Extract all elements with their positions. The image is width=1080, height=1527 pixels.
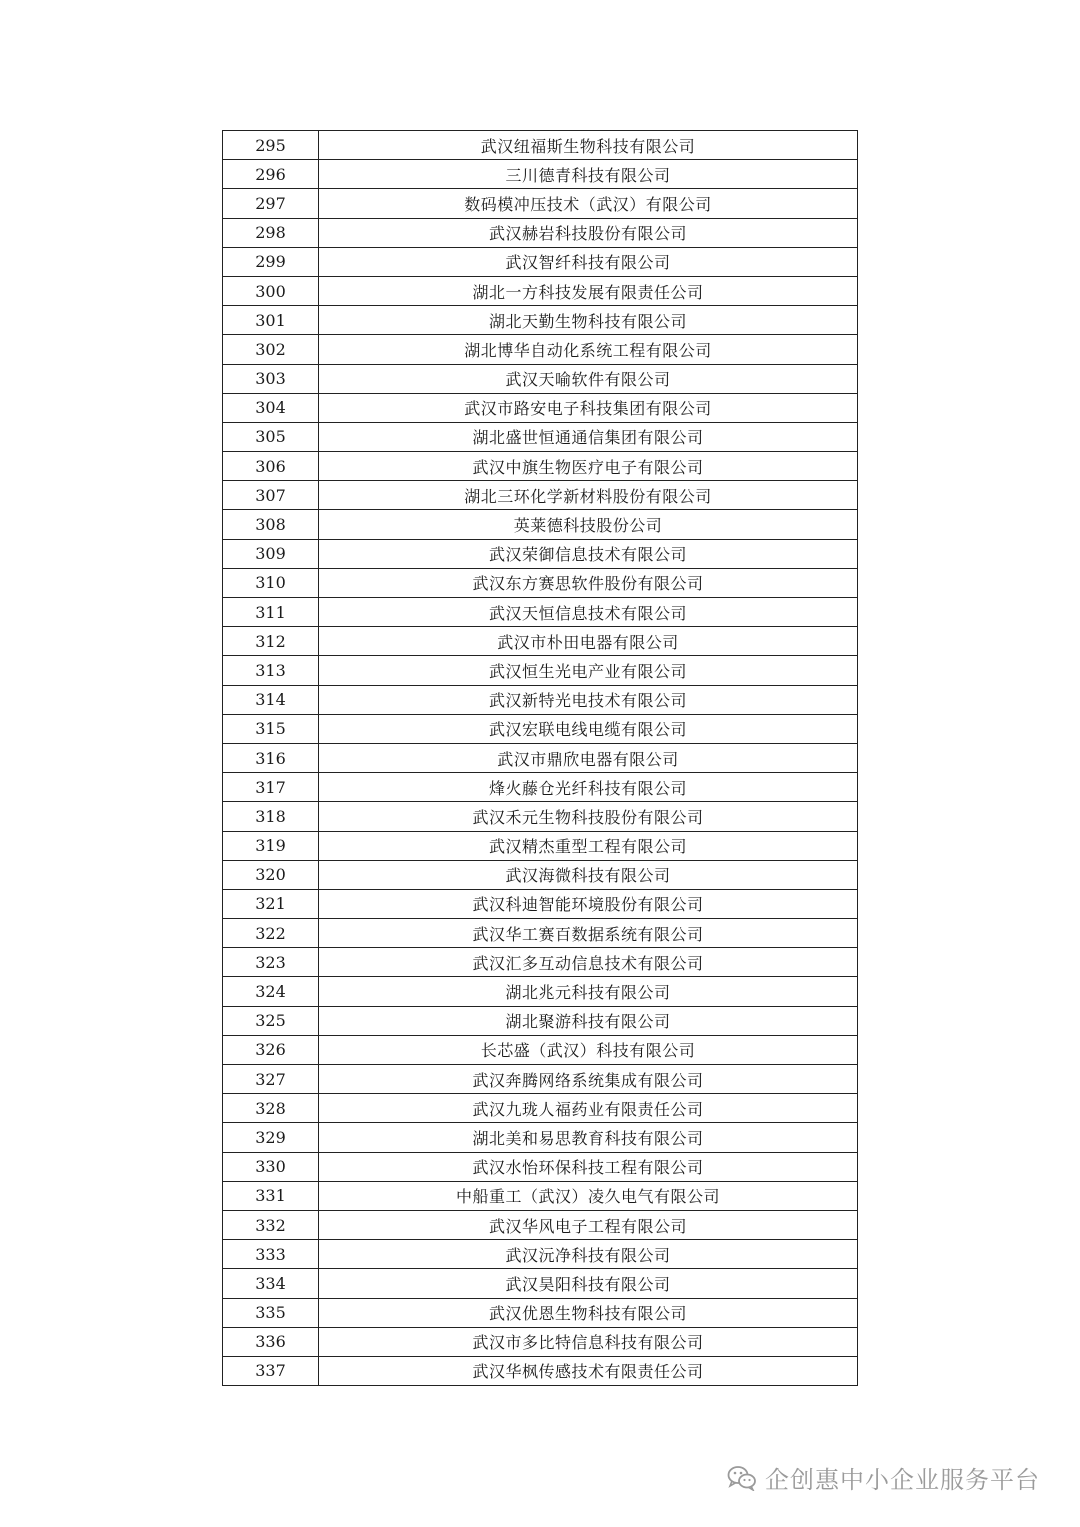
company-name: 武汉水怡环保科技工程有限公司 [319, 1152, 858, 1181]
row-number: 331 [223, 1181, 319, 1210]
row-number: 324 [223, 977, 319, 1006]
company-name: 武汉新特光电技术有限公司 [319, 685, 858, 714]
company-list [222, 130, 858, 1386]
company-name: 武汉智纤科技有限公司 [319, 247, 858, 276]
table-row [223, 1181, 858, 1210]
company-name: 烽火藤仓光纤科技有限公司 [319, 773, 858, 802]
table-row [223, 510, 858, 539]
row-number: 304 [223, 393, 319, 422]
row-number: 337 [223, 1356, 319, 1385]
row-number: 333 [223, 1240, 319, 1269]
table-row [223, 977, 858, 1006]
company-name: 湖北盛世恒通通信集团有限公司 [319, 422, 858, 451]
row-number: 312 [223, 627, 319, 656]
watermark-text: 企创惠中小企业服务平台 [765, 1466, 1040, 1494]
row-number: 298 [223, 218, 319, 247]
company-name: 武汉海微科技有限公司 [319, 860, 858, 889]
table-row [223, 481, 858, 510]
row-number: 295 [223, 131, 319, 160]
watermark [727, 1460, 1040, 1495]
wechat-icon [727, 1465, 757, 1491]
row-number: 316 [223, 743, 319, 772]
table-row [223, 1240, 858, 1269]
table-row [223, 714, 858, 743]
table-row [223, 1094, 858, 1123]
row-number: 328 [223, 1094, 319, 1123]
row-number: 315 [223, 714, 319, 743]
table-body [223, 131, 858, 1386]
company-name: 武汉华风电子工程有限公司 [319, 1210, 858, 1239]
company-name: 武汉东方赛思软件股份有限公司 [319, 568, 858, 597]
table-row [223, 422, 858, 451]
table-row [223, 773, 858, 802]
company-name: 武汉天喻软件有限公司 [319, 364, 858, 393]
company-name: 湖北美和易思教育科技有限公司 [319, 1123, 858, 1152]
company-name: 武汉昊阳科技有限公司 [319, 1269, 858, 1298]
company-name: 武汉九珑人福药业有限责任公司 [319, 1094, 858, 1123]
row-number: 330 [223, 1152, 319, 1181]
table-row [223, 656, 858, 685]
company-name: 武汉优恩生物科技有限公司 [319, 1298, 858, 1327]
table-row [223, 1035, 858, 1064]
table-row [223, 860, 858, 889]
table-row [223, 1327, 858, 1356]
row-number: 336 [223, 1327, 319, 1356]
company-name: 数码模冲压技术（武汉）有限公司 [319, 189, 858, 218]
table-row [223, 276, 858, 305]
table-row [223, 831, 858, 860]
row-number: 307 [223, 481, 319, 510]
company-name: 武汉中旗生物医疗电子有限公司 [319, 452, 858, 481]
table-row [223, 685, 858, 714]
row-number: 327 [223, 1065, 319, 1094]
row-number: 334 [223, 1269, 319, 1298]
row-number: 296 [223, 160, 319, 189]
row-number: 297 [223, 189, 319, 218]
company-name: 武汉精杰重型工程有限公司 [319, 831, 858, 860]
table-row [223, 1269, 858, 1298]
row-number: 335 [223, 1298, 319, 1327]
row-number: 299 [223, 247, 319, 276]
row-number: 332 [223, 1210, 319, 1239]
company-name: 武汉奔腾网络系统集成有限公司 [319, 1065, 858, 1094]
row-number: 313 [223, 656, 319, 685]
row-number: 301 [223, 306, 319, 335]
company-name: 三川德青科技有限公司 [319, 160, 858, 189]
company-name: 武汉禾元生物科技股份有限公司 [319, 802, 858, 831]
row-number: 305 [223, 422, 319, 451]
table-row [223, 452, 858, 481]
company-table [222, 130, 858, 1386]
row-number: 318 [223, 802, 319, 831]
company-name: 湖北三环化学新材料股份有限公司 [319, 481, 858, 510]
table-row [223, 743, 858, 772]
row-number: 323 [223, 948, 319, 977]
table-row [223, 393, 858, 422]
company-name: 湖北一方科技发展有限责任公司 [319, 276, 858, 305]
table-row [223, 948, 858, 977]
row-number: 310 [223, 568, 319, 597]
row-number: 306 [223, 452, 319, 481]
table-row [223, 919, 858, 948]
table-row [223, 1298, 858, 1327]
company-name: 武汉荣御信息技术有限公司 [319, 539, 858, 568]
row-number: 300 [223, 276, 319, 305]
row-number: 302 [223, 335, 319, 364]
table-row [223, 335, 858, 364]
company-name: 武汉沅净科技有限公司 [319, 1240, 858, 1269]
row-number: 311 [223, 598, 319, 627]
company-name: 武汉市路安电子科技集团有限公司 [319, 393, 858, 422]
table-row [223, 131, 858, 160]
company-name: 湖北博华自动化系统工程有限公司 [319, 335, 858, 364]
company-name: 武汉华枫传感技术有限责任公司 [319, 1356, 858, 1385]
company-name: 武汉恒生光电产业有限公司 [319, 656, 858, 685]
table-row [223, 627, 858, 656]
row-number: 303 [223, 364, 319, 393]
table-row [223, 539, 858, 568]
table-row [223, 306, 858, 335]
row-number: 317 [223, 773, 319, 802]
company-name: 中船重工（武汉）凌久电气有限公司 [319, 1181, 858, 1210]
table-row [223, 889, 858, 918]
table-row [223, 1065, 858, 1094]
table-row [223, 1006, 858, 1035]
table-row [223, 1210, 858, 1239]
company-name: 长芯盛（武汉）科技有限公司 [319, 1035, 858, 1064]
row-number: 314 [223, 685, 319, 714]
row-number: 320 [223, 860, 319, 889]
table-row [223, 568, 858, 597]
row-number: 321 [223, 889, 319, 918]
company-name: 武汉科迪智能环境股份有限公司 [319, 889, 858, 918]
table-row [223, 364, 858, 393]
table-row [223, 1152, 858, 1181]
company-name: 武汉华工赛百数据系统有限公司 [319, 919, 858, 948]
company-name: 湖北聚游科技有限公司 [319, 1006, 858, 1035]
table-row [223, 1356, 858, 1385]
row-number: 319 [223, 831, 319, 860]
table-row [223, 802, 858, 831]
row-number: 309 [223, 539, 319, 568]
company-name: 武汉市朴田电器有限公司 [319, 627, 858, 656]
row-number: 322 [223, 919, 319, 948]
company-name: 湖北天勤生物科技有限公司 [319, 306, 858, 335]
table-row [223, 189, 858, 218]
company-name: 武汉宏联电线电缆有限公司 [319, 714, 858, 743]
table-row [223, 160, 858, 189]
company-name: 武汉赫岩科技股份有限公司 [319, 218, 858, 247]
company-name: 英莱德科技股份公司 [319, 510, 858, 539]
table-row [223, 218, 858, 247]
company-name: 武汉市鼎欣电器有限公司 [319, 743, 858, 772]
company-name: 武汉天恒信息技术有限公司 [319, 598, 858, 627]
company-name: 武汉汇多互动信息技术有限公司 [319, 948, 858, 977]
row-number: 326 [223, 1035, 319, 1064]
row-number: 308 [223, 510, 319, 539]
row-number: 329 [223, 1123, 319, 1152]
row-number: 325 [223, 1006, 319, 1035]
table-row [223, 1123, 858, 1152]
table-row [223, 598, 858, 627]
company-name: 湖北兆元科技有限公司 [319, 977, 858, 1006]
company-name: 武汉市多比特信息科技有限公司 [319, 1327, 858, 1356]
table-row [223, 247, 858, 276]
company-name: 武汉纽福斯生物科技有限公司 [319, 131, 858, 160]
